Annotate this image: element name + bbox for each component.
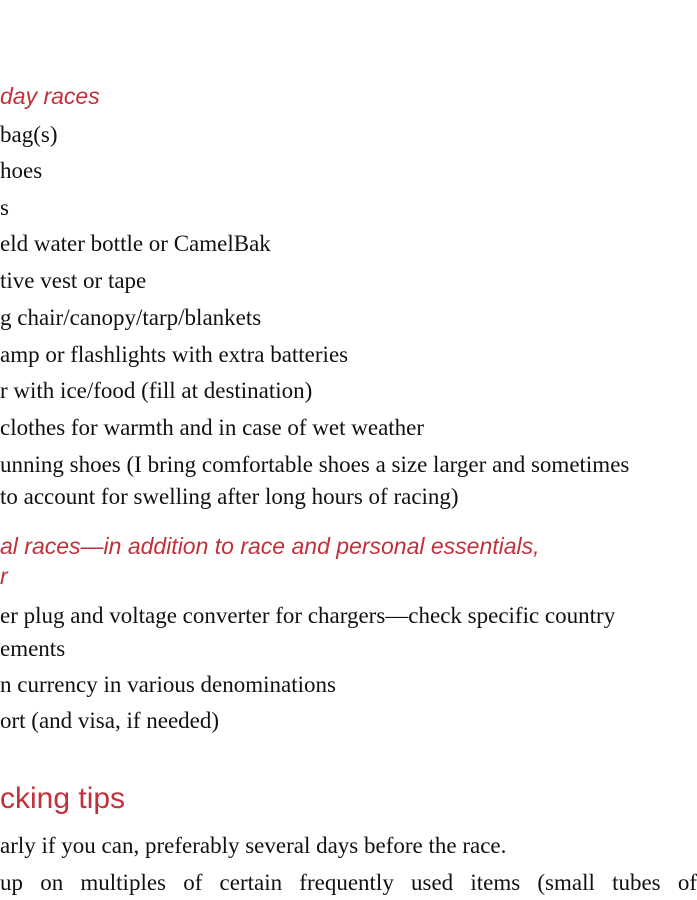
international-subheading-continuation: r: [0, 563, 8, 589]
list-item: eld water bottle or CamelBak: [0, 231, 271, 256]
list-item: hoes: [0, 158, 43, 183]
list-item: unning shoes (I bring comfortable shoes a size larger and sometimes: [0, 452, 630, 477]
list-item: s: [0, 195, 9, 220]
list-item: g chair/canopy/tarp/blankets: [0, 305, 262, 330]
list-item-continuation: ements: [0, 636, 66, 661]
list-item: amp or flashlights with extra batteries: [0, 342, 349, 367]
packing-tips-heading: cking tips: [0, 782, 126, 815]
international-subheading: al races—in addition to race and personal essentials,: [0, 533, 540, 559]
list-item: up on multiples of certain frequently used items (small tubes of: [0, 870, 697, 895]
list-item-continuation: to account for swelling after long hours of racing): [0, 484, 459, 509]
list-item: r with ice/food (fill at destination): [0, 378, 313, 403]
list-item: ort (and visa, if needed): [0, 708, 220, 733]
list-item: clothes for warmth and in case of wet weather: [0, 415, 425, 440]
multiday-subheading: day races: [0, 83, 100, 109]
list-item: tive vest or tape: [0, 268, 147, 293]
list-item: n currency in various denominations: [0, 672, 336, 697]
list-item: bag(s): [0, 122, 58, 147]
list-item: arly if you can, preferably several days before the race.: [0, 833, 507, 858]
list-item: er plug and voltage converter for chargers—check specific country: [0, 603, 616, 628]
